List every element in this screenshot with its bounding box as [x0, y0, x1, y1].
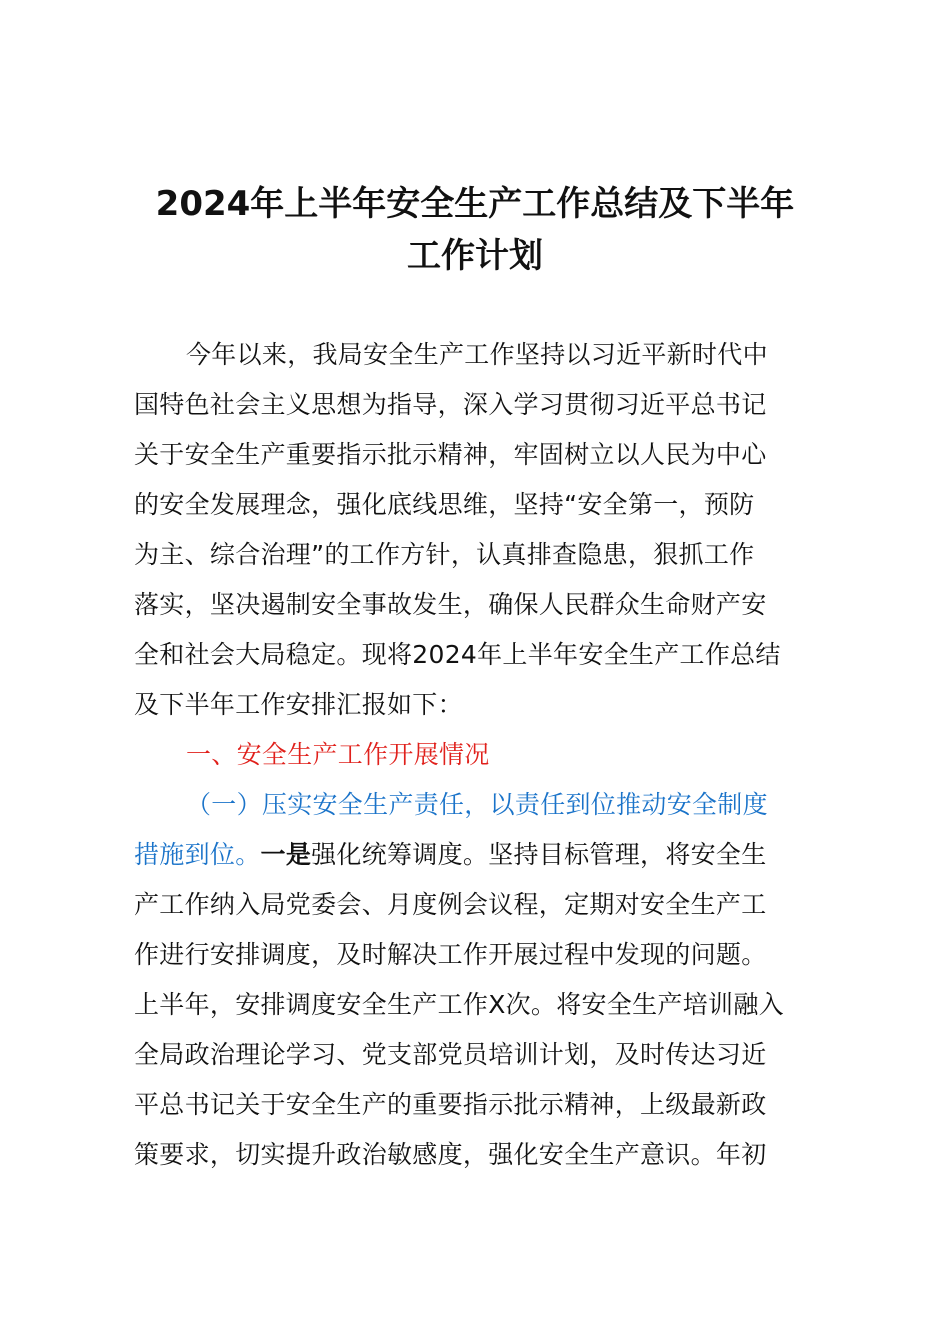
section-1-heading: 一、安全生产工作开展情况 — [186, 740, 490, 769]
body-line-3: 上半年，安排调度安全生产工作X次。将安全生产培训融入 — [134, 990, 784, 1019]
subsection-1-heading-line-1: （一）压实安全生产责任，以责任到位推动安全制度 — [186, 790, 768, 819]
intro-line-6: 落实，坚决遏制安全事故发生，确保人民群众生命财产安 — [134, 590, 767, 619]
body-line-6: 策要求，切实提升政治敏感度，强化安全生产意识。年初 — [134, 1140, 767, 1169]
intro-line-4: 的安全发展理念，强化底线思维，坚持“安全第一，预防 — [134, 490, 755, 519]
intro-line-3: 关于安全生产重要指示批示精神，牢固树立以人民为中心 — [134, 440, 767, 469]
body-line-5: 平总书记关于安全生产的重要指示批示精神，上级最新政 — [134, 1090, 767, 1119]
intro-line-8: 及下半年工作安排汇报如下： — [134, 690, 463, 719]
point-one-text: 强化统筹调度。坚持目标管理，将安全生 — [311, 840, 767, 869]
body-line-4: 全局政治理论学习、党支部党员培训计划，及时传达习近 — [134, 1040, 767, 1069]
document-title-line-2: 工作计划 — [407, 236, 543, 276]
intro-line-7: 全和社会大局稳定。现将2024年上半年安全生产工作总结 — [134, 640, 781, 669]
subsection-1-heading-line-2: 措施到位。 — [134, 840, 261, 869]
subsection-1-line-2 — [134, 837, 854, 873]
body-line-2: 作进行安排调度，及时解决工作开展过程中发现的问题。 — [134, 940, 767, 969]
document-title-line-1: 2024年上半年安全生产工作总结及下半年 — [155, 184, 795, 224]
intro-line-5: 为主、综合治理”的工作方针，认真排查隐患，狠抓工作 — [134, 540, 755, 569]
intro-line-1: 今年以来，我局安全生产工作坚持以习近平新时代中 — [186, 340, 768, 369]
body-line-1: 产工作纳入局党委会、月度例会议程，定期对安全生产工 — [134, 890, 767, 919]
point-one-label: 一是 — [260, 840, 312, 869]
intro-line-2: 国特色社会主义思想为指导，深入学习贯彻习近平总书记 — [134, 390, 767, 419]
